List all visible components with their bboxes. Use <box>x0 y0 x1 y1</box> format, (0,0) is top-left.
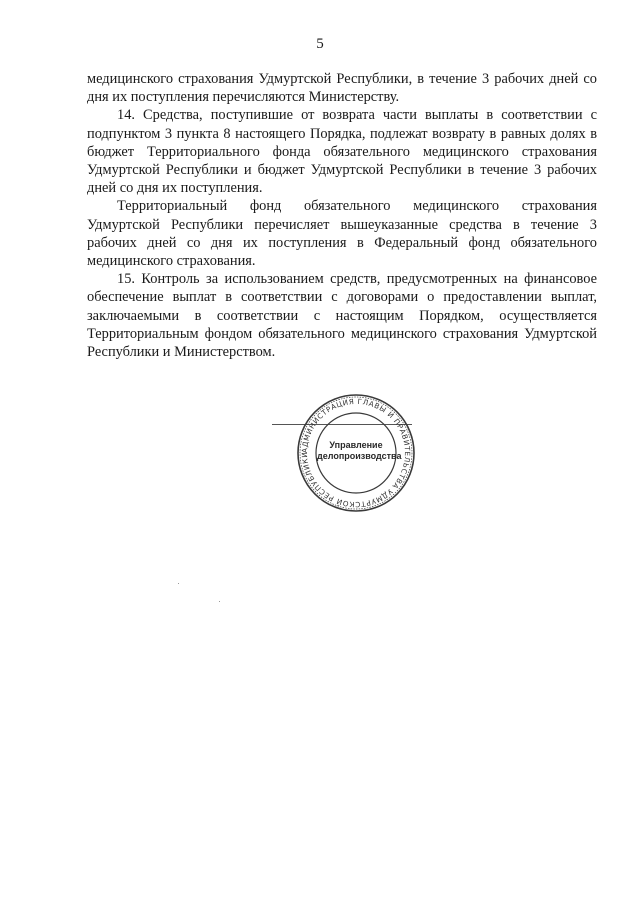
official-seal-stamp <box>295 392 417 514</box>
seal-ring-text: АДМИНИСТРАЦИЯ ГЛАВЫ И ПРАВИТЕЛЬСТВА УДМУРТСКОЙ РЕСПУБЛИКИ <box>299 396 413 510</box>
scan-speck <box>178 583 179 584</box>
paragraph-territorial-fund: Территориальный фонд обязательного медицинского страхования Удмуртской Республики перечисляет вышеуказанные средства в течение 3 рабочих дней со дня их поступления в Федеральный фонд обязательного медицинского страхования. <box>87 198 597 270</box>
paragraph-item-15: 15. Контроль за использованием средств, предусмотренных на финансовое обеспечение выплат в соответствии с договорами о предоставлении выплат, заключаемыми в соответствии с настоящим Порядком, осуществляется Территориальным фондом обязательного медицинского страхования Удмуртской Республики и Министерством. <box>87 271 597 361</box>
scan-speck <box>219 601 220 602</box>
page-number: 5 <box>316 36 324 52</box>
seal-center-line-2: делопроизводства <box>317 450 402 461</box>
document-body <box>87 70 597 361</box>
seal-center-line-1: Управление <box>329 440 383 450</box>
paragraph-continuation: медицинского страхования Удмуртской Республики, в течение 3 рабочих дней со дня их поступления перечисляются Министерству. <box>87 71 597 106</box>
seal-center-text <box>317 440 402 461</box>
paragraph-item-14: 14. Средства, поступившие от возврата части выплаты в соответствии с подпунктом 3 пункта 8 настоящего Порядка, подлежат возврату в равных долях в бюджет Территориального фонда обязательного медицинского страхования Удмуртской Республики и бюджет Удмуртской Республики в течение 3 рабочих дней со дня их поступления. <box>87 107 597 197</box>
